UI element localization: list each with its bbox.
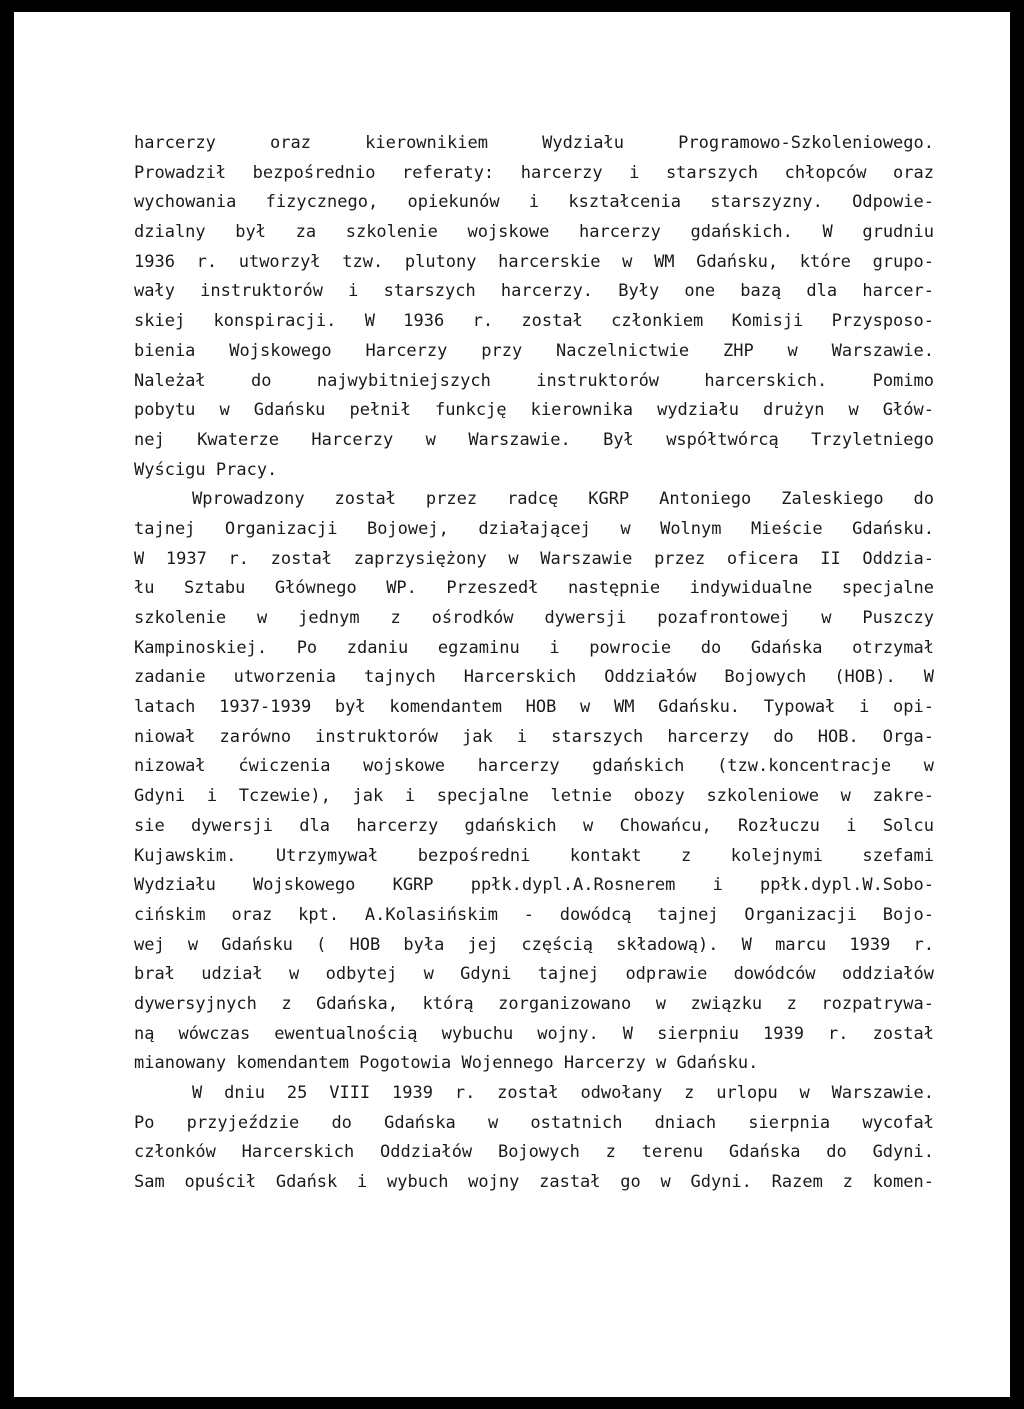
text-line: 1936 r. utworzył tzw. plutony harcerskie w WM Gdańsku, które grupo- bbox=[134, 251, 934, 272]
text-line: dzialny był za szkolenie wojskowe harcerzy gdańskich. W grudniu bbox=[134, 222, 934, 243]
text-line: Gdyni i Tczewie), jak i specjalne letnie obozy szkoleniowe w zakre- bbox=[134, 786, 934, 807]
text-line: szkolenie w jednym z ośrodków dywersji pozafrontowej w Puszczy bbox=[134, 608, 934, 628]
text-line: ną wówczas ewentualnością wybuchu wojny. W sierpniu 1939 r. został bbox=[134, 1023, 934, 1044]
text-line: latach 1937-1939 był komendantem HOB w WM Gdańsku. Typował i opi- bbox=[134, 697, 934, 718]
text-line: łu Sztabu Głównego WP. Przeszedł następnie indywidualne specjalne bbox=[134, 578, 934, 599]
text-line: Kampinoskiej. Po zdaniu egzaminu i powrocie do Gdańska otrzymał bbox=[134, 637, 934, 658]
text-line: W dniu 25 VIII 1939 r. został odwołany z urlopu w Warszawie. bbox=[192, 1083, 934, 1103]
text-line: wały instruktorów i starszych harcerzy. Były one bazą dla harcer- bbox=[134, 281, 934, 302]
text-line: Prowadził bezpośrednio referaty: harcerzy i starszych chłopców oraz bbox=[134, 162, 934, 183]
text-line: bienia Wojskowego Harcerzy przy Naczelnictwie ZHP w Warszawie. bbox=[134, 340, 934, 361]
text-line: brał udział w odbytej w Gdyni tajnej odprawie dowódców oddziałów bbox=[134, 964, 934, 985]
text-line: sie dywersji dla harcerzy gdańskich w Chowańcu, Rozłuczu i Solcu bbox=[134, 815, 934, 836]
text-line: Należał do najwybitniejszych instruktorów harcerskich. Pomimo bbox=[134, 370, 934, 391]
text-line: wychowania fizycznego, opiekunów i kształcenia starszyzny. Odpowie- bbox=[134, 192, 934, 213]
text-line: Wyścigu Pracy. bbox=[134, 459, 278, 480]
text-line: nej Kwaterze Harcerzy w Warszawie. Był współtwórcą Trzyletniego bbox=[134, 429, 934, 450]
text-line: Kujawskim. Utrzymywał bezpośredni kontakt z kolejnymi szefami bbox=[134, 845, 934, 866]
text-line: mianowany komendantem Pogotowia Wojennego Harcerzy w Gdańsku. bbox=[134, 1053, 759, 1074]
text-line: Po przyjeździe do Gdańska w ostatnich dniach sierpnia wycofał bbox=[134, 1112, 934, 1133]
text-line: nizował ćwiczenia wojskowe harcerzy gdańskich (tzw.koncentracje w bbox=[134, 756, 934, 777]
document-page bbox=[14, 12, 1010, 1397]
text-line: W 1937 r. został zaprzysiężony w Warszawie przez oficera II Oddzia- bbox=[134, 548, 934, 569]
text-line: pobytu w Gdańsku pełnił funkcję kierownika wydziału drużyn w Głów- bbox=[134, 400, 934, 421]
text-line: Wprowadzony został przez radcę KGRP Antoniego Zaleskiego do bbox=[192, 489, 934, 510]
text-line: wej w Gdańsku ( HOB była jej częścią składową). W marcu 1939 r. bbox=[134, 934, 934, 955]
text-line: skiej konspiracji. W 1936 r. został członkiem Komisji Przysposo- bbox=[134, 311, 934, 332]
text-line: tajnej Organizacji Bojowej, działającej w Wolnym Mieście Gdańsku. bbox=[134, 518, 934, 539]
text-line: członków Harcerskich Oddziałów Bojowych z terenu Gdańska do Gdyni. bbox=[134, 1142, 934, 1163]
document-text bbox=[134, 129, 934, 1198]
text-line: niował zarówno instruktorów jak i starszych harcerzy do HOB. Orga- bbox=[134, 726, 934, 747]
text-line: Wydziału Wojskowego KGRP ppłk.dypl.A.Rosnerem i ppłk.dypl.W.Sobo- bbox=[134, 875, 934, 896]
text-line: cińskim oraz kpt. A.Kolasińskim - dowódcą tajnej Organizacji Bojo- bbox=[134, 904, 934, 925]
text-line: zadanie utworzenia tajnych Harcerskich Oddziałów Bojowych (HOB). W bbox=[134, 667, 934, 688]
text-line: Sam opuścił Gdańsk i wybuch wojny zastał go w Gdyni. Razem z komen- bbox=[134, 1172, 934, 1193]
text-line: harcerzy oraz kierownikiem Wydziału Programowo-Szkoleniowego. bbox=[134, 133, 934, 153]
text-line: dywersyjnych z Gdańska, którą zorganizowano w związku z rozpatrywa- bbox=[134, 993, 934, 1014]
